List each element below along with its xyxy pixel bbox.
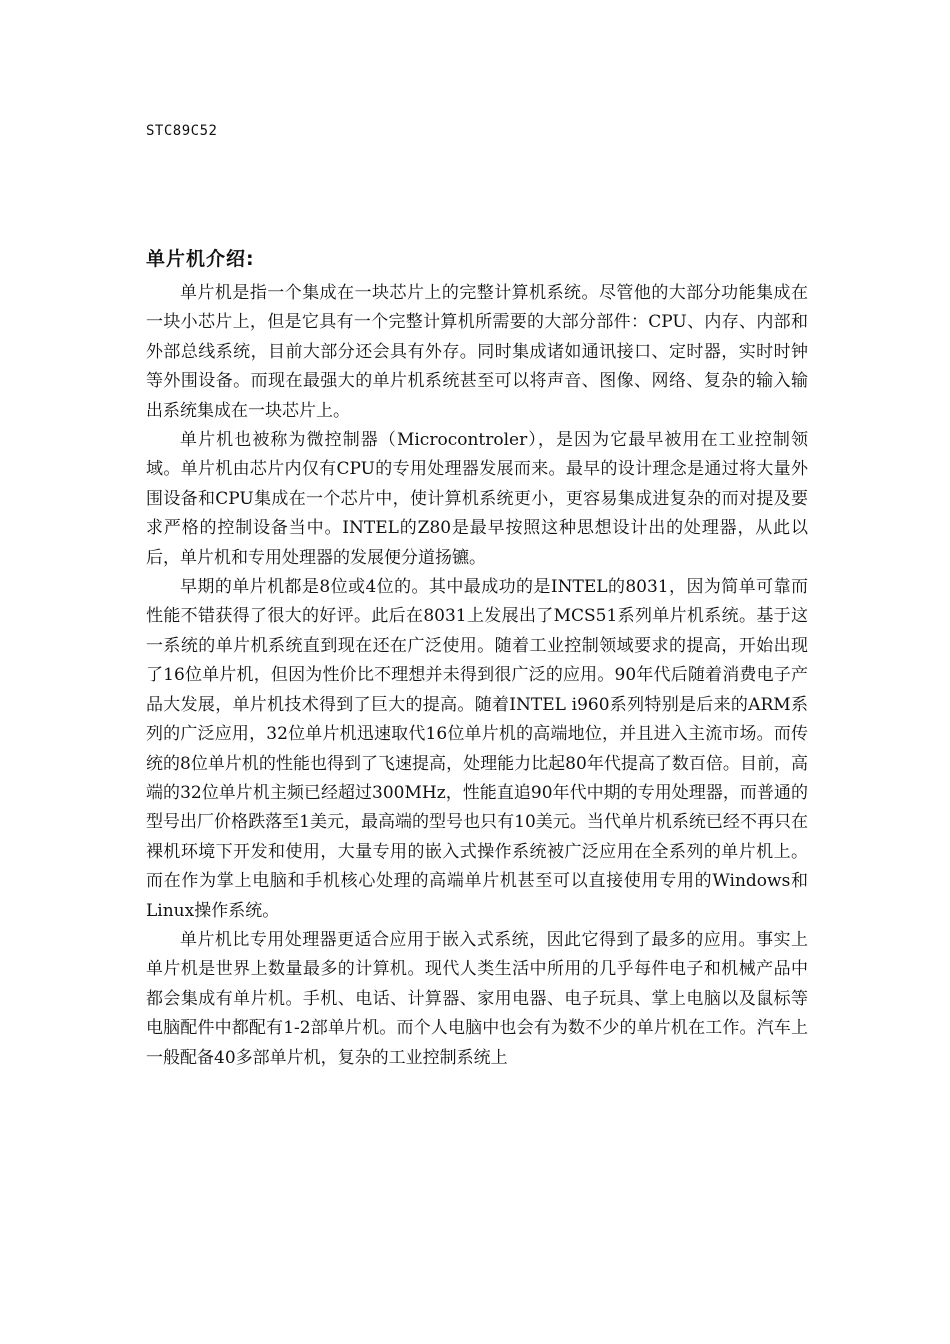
paragraph-applications: 单片机比专用处理器更适合应用于嵌入式系统，因此它得到了最多的应用。事实上单片机是世界上数量最多的计算机。现代人类生活中所用的几乎每件电子和机械产品中都会集成有单片机。手机、电话、计算器、家用电器、电子玩具、掌上电脑以及鼠标等电脑配件中都配有1-2部单片机。而个人电脑中也会有为数不少的单片机在工作。汽车上一般配备40多部单片机，复杂的工业控制系统上 — [146, 929, 808, 1068]
body-text — [146, 279, 808, 1073]
paragraph-microcontroller: 单片机也被称为微控制器（Microcontroler），是因为它最早被用在工业控制领域。单片机由芯片内仅有CPU的专用处理器发展而来。最早的设计理念是通过将大量外围设备和CPU集成在一个芯片中，使计算机系统更小，更容易集成进复杂的而对提及要求严格的控制设备当中。INTEL的Z80是最早按照这种思想设计出的处理器，从此以后，单片机和专用处理器的发展便分道扬镳。 — [146, 430, 808, 568]
paragraph-intro: 单片机是指一个集成在一块芯片上的完整计算机系统。尽管他的大部分功能集成在一块小芯片上，但是它具有一个完整计算机所需要的大部分部件：CPU、内存、内部和外部总线系统，目前大部分还会具有外存。同时集成诸如通讯接口、定时器，实时时钟等外围设备。而现在最强大的单片机系统甚至可以将声音、图像、网络、复杂的输入输出系统集成在一块芯片上。 — [146, 283, 808, 421]
paragraph-history: 早期的单片机都是8位或4位的。其中最成功的是INTEL的8031，因为简单可靠而性能不错获得了很大的好评。此后在8031上发展出了MCS51系列单片机系统。基于这一系统的单片机系统直到现在还在广泛使用。随着工业控制领域要求的提高，开始出现了16位单片机，但因为性价比不理想并未得到很广泛的应用。90年代后随着消费电子产品大发展，单片机技术得到了巨大的提高。随着INTEL i960系列特别是后来的ARM系列的广泛应用，32位单片机迅速取代16位单片机的高端地位，并且进入主流市场。而传统的8位单片机的性能也得到了飞速提高，处理能力比起80年代提高了数百倍。目前，高端的32位单片机主频已经超过300MHz，性能直追90年代中期的专用处理器，而普通的型号出厂价格跌落至1美元，最高端的型号也只有10美元。当代单片机系统已经不再只在裸机环境下开发和使用，大量专用的嵌入式操作系统被广泛应用在全系列的单片机上。而在作为掌上电脑和手机核心处理的高端单片机甚至可以直接使用专用的Windows和Linux操作系统。 — [146, 577, 808, 921]
document-header-model: STC89C52 — [146, 123, 218, 139]
section-title: 单片机介绍: — [146, 248, 255, 270]
